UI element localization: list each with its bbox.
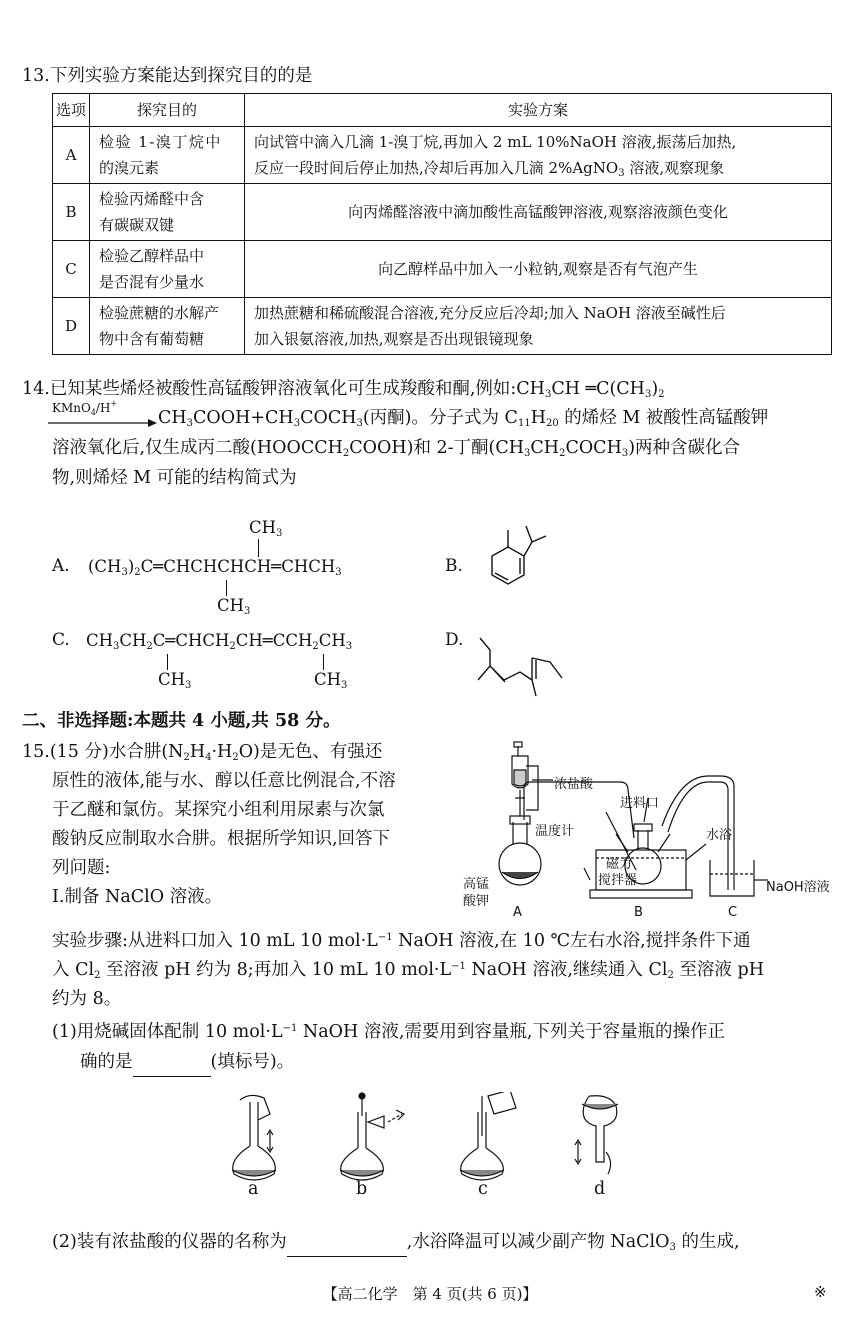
text: CH ═C(CH: [551, 379, 645, 399]
plan-line: 反应一段时间后停止加热,冷却后再加入几滴 2%AgNO: [254, 159, 619, 177]
q15-step-line1: 实验步骤:从进料口加入 10 mL 10 $mol\cdot L^{-1}$ NaOH 溶液,在 10 ℃左右水浴,搅拌条件下通: [52, 931, 751, 951]
table-row: [53, 298, 832, 355]
q14-line1: 14.已知某些烯烃被酸性高锰酸钾溶液氧化可生成羧酸和酮,例如$:CH_3CH$ $═C(CH_3)_2$: [22, 379, 665, 400]
label-naoh-solution: NaOH溶液: [766, 880, 830, 895]
text: COCH: [565, 438, 622, 458]
reaction-arrow: [48, 399, 158, 429]
text: 14.已知某些烯烃被酸性高锰酸钾溶液氧化可生成羧酸和酮,例如:CH: [22, 379, 545, 399]
text: COOH+CH: [193, 408, 294, 428]
label-thermometer: 温度计: [535, 824, 575, 839]
row-option: D: [53, 298, 90, 355]
option-b-label: B.: [445, 556, 463, 576]
table-row: [53, 241, 832, 298]
label-conc-hcl: 浓盐酸: [554, 777, 594, 792]
row-option: A: [53, 127, 90, 184]
label-kmno4-1: 高锰: [463, 877, 490, 892]
q13-stem: 13.下列实验方案能达到探究目的的是: [22, 66, 313, 86]
row-purpose: [90, 298, 245, 355]
bond-line: [167, 654, 168, 670]
label-B: B: [634, 905, 643, 920]
q15-line1: 15.(15 分)水合肼$(N_2H_4\cdot H_2O)$是无色、有强还: [22, 742, 383, 763]
purpose-line: 检验 1-溴丁烷中: [99, 133, 222, 151]
subscript: 3: [621, 448, 629, 459]
bond-line: [226, 580, 227, 596]
row-plan: [245, 298, 832, 355]
plan-line: 加入银氨溶液,加热,观察是否出现银镜现象: [254, 330, 534, 348]
answer-blank[interactable]: [133, 1047, 211, 1077]
subscript: 2: [342, 448, 350, 459]
q15-part2-line1: (2)装有浓盐酸的仪器的名称为 ,水浴降温可以减少副产物 NaClO$_3$ 的生成,: [52, 1227, 740, 1257]
plan-line: 向试管中滴入几滴 1-溴丁烷,再加入 2 mL 10%NaOH 溶液,振荡后加热,: [254, 133, 737, 151]
text: 溶液氧化后,仅生成丙二酸(HOOCCH: [52, 438, 343, 458]
table-row: [53, 127, 832, 184]
label-inlet: 进料口: [620, 796, 660, 811]
text: COOH)和 2-丁酮(CH: [349, 438, 525, 458]
option-a-bottom-ch3: $CH_3$: [217, 596, 251, 617]
q15-part1-line1: (1)用烧碱固体配制 10 $mol\cdot L^{-1}$ NaOH 溶液,需要用到容量瓶,下列关于容量瓶的操作正: [52, 1022, 725, 1042]
subscript: 11: [517, 418, 531, 429]
table-row: [53, 184, 832, 241]
purpose-line: 物中含有葡萄糖: [99, 330, 205, 348]
label-stirrer-2: 搅拌器: [598, 873, 638, 888]
q14-line3: [52, 434, 740, 463]
option-c-formula: $CH_3CH_2C═CHCH_2CH═CCH_2CH_3$: [86, 631, 353, 652]
row-plan: 向乙醇样品中加入一小粒钠,观察是否有气泡产生: [245, 241, 832, 298]
row-plan: 向丙烯醛溶液中滴加酸性高锰酸钾溶液,观察溶液颜色变化: [245, 184, 832, 241]
section-2-heading: 二、非选择题:本题共 4 小题,共 58 分。: [22, 711, 341, 731]
flask-operations-diagram: [212, 1092, 632, 1184]
purpose-line: 的溴元素: [99, 159, 160, 177]
header-plan: 实验方案: [245, 94, 832, 127]
subscript: 3: [524, 448, 531, 459]
q15-part1-line2: 确的是 (填标号)。: [80, 1047, 294, 1077]
row-purpose: [90, 241, 245, 298]
subscript: 3: [644, 389, 652, 400]
text: H: [530, 408, 546, 428]
subscript: 3: [186, 418, 194, 429]
subscript: 2: [658, 389, 665, 400]
option-a-top-ch3: $CH_3$: [249, 518, 283, 539]
subscript: 3: [293, 418, 301, 429]
q14-line2: [158, 404, 768, 433]
q14-line4: 物,则烯烃 M 可能的结构简式为: [52, 468, 297, 488]
subscript: 20: [545, 418, 559, 429]
option-d-label: D.: [445, 630, 464, 650]
q15-line5: 列问题:: [52, 858, 111, 878]
q15-line3: 于乙醚和氯仿。某探究小组利用尿素与次氯: [52, 800, 385, 820]
option-d-structure: [470, 632, 580, 698]
option-b-structure: [470, 518, 570, 598]
text: COCH: [300, 408, 357, 428]
row-option: B: [53, 184, 90, 241]
q15-section-I: Ⅰ.制备 NaClO 溶液。: [52, 887, 223, 907]
row-plan: [245, 127, 832, 184]
text: 的烯烃 M 被酸性高锰酸钾: [564, 408, 769, 428]
flask-label-b: b: [356, 1179, 368, 1199]
option-c-ch3-right: $CH_3$: [314, 670, 348, 691]
purpose-line: 检验蔗糖的水解产: [99, 304, 220, 322]
flask-label-c: c: [478, 1179, 488, 1199]
plan-line: 溶液,观察现象: [629, 159, 725, 177]
subscript: 3: [618, 168, 625, 179]
bond-line: [323, 654, 324, 670]
table-header-row: [53, 94, 832, 127]
page-footer: 【高二化学 第 4 页(共 6 页)】: [322, 1285, 538, 1303]
label-C: C: [728, 905, 738, 920]
q15-step-line2: 入 $Cl_2$ 至溶液 pH 约为 8;再加入 10 mL 10 $mol\cdot L^{-1}$ NaOH 溶液,继续通入 $Cl_2$ 至溶液 pH: [52, 960, 764, 981]
row-option: C: [53, 241, 90, 298]
text: CH: [530, 438, 560, 458]
option-c-label: C.: [52, 630, 70, 650]
row-purpose: [90, 184, 245, 241]
text: )两种含碳化合: [628, 438, 741, 458]
option-a-label: A.: [52, 556, 70, 576]
option-c-ch3-left: $CH_3$: [158, 670, 192, 691]
option-a-formula: $(CH_3)_2C═CHCHCHCH═CHCH_3$: [88, 557, 342, 578]
answer-blank[interactable]: [287, 1227, 407, 1257]
label-A: A: [513, 905, 522, 920]
q15-step-line3: 约为 8。: [52, 989, 122, 1009]
purpose-line: 有碳碳双键: [99, 216, 175, 234]
text: (丙酮)。分子式为 C: [362, 408, 518, 428]
plan-line: 加热蔗糖和稀硫酸混合溶液,充分反应后冷却;加入 NaOH 溶液至碱性后: [254, 304, 726, 322]
purpose-line: 检验丙烯醛中含: [99, 190, 205, 208]
subscript: 3: [544, 389, 552, 400]
q15-line2: 原性的液体,能与水、醇以任意比例混合,不溶: [52, 771, 396, 791]
q13-table: [52, 93, 832, 355]
q15-line4: 酸钠反应制取水合肼。根据所学知识,回答下: [52, 829, 391, 849]
arrow-label: KMnO$_4$/H+: [52, 399, 118, 417]
arrow-icon: [48, 418, 158, 428]
label-stirrer-1: 磁力: [606, 857, 633, 872]
flask-label-d: d: [594, 1179, 606, 1199]
row-purpose: [90, 127, 245, 184]
subscript: 3: [356, 418, 363, 429]
purpose-line: 检验乙醇样品中: [99, 247, 205, 265]
label-water-bath: 水浴: [706, 828, 733, 843]
text: CH: [158, 408, 187, 428]
label-kmno4-2: 酸钾: [463, 894, 490, 909]
header-purpose: 探究目的: [90, 94, 245, 127]
purpose-line: 是否混有少量水: [99, 273, 205, 291]
header-option: 选项: [53, 94, 90, 127]
flask-label-a: a: [248, 1179, 259, 1199]
bond-line: [258, 539, 259, 557]
subscript: 2: [559, 448, 566, 459]
corner-mark: ※: [814, 1283, 827, 1301]
